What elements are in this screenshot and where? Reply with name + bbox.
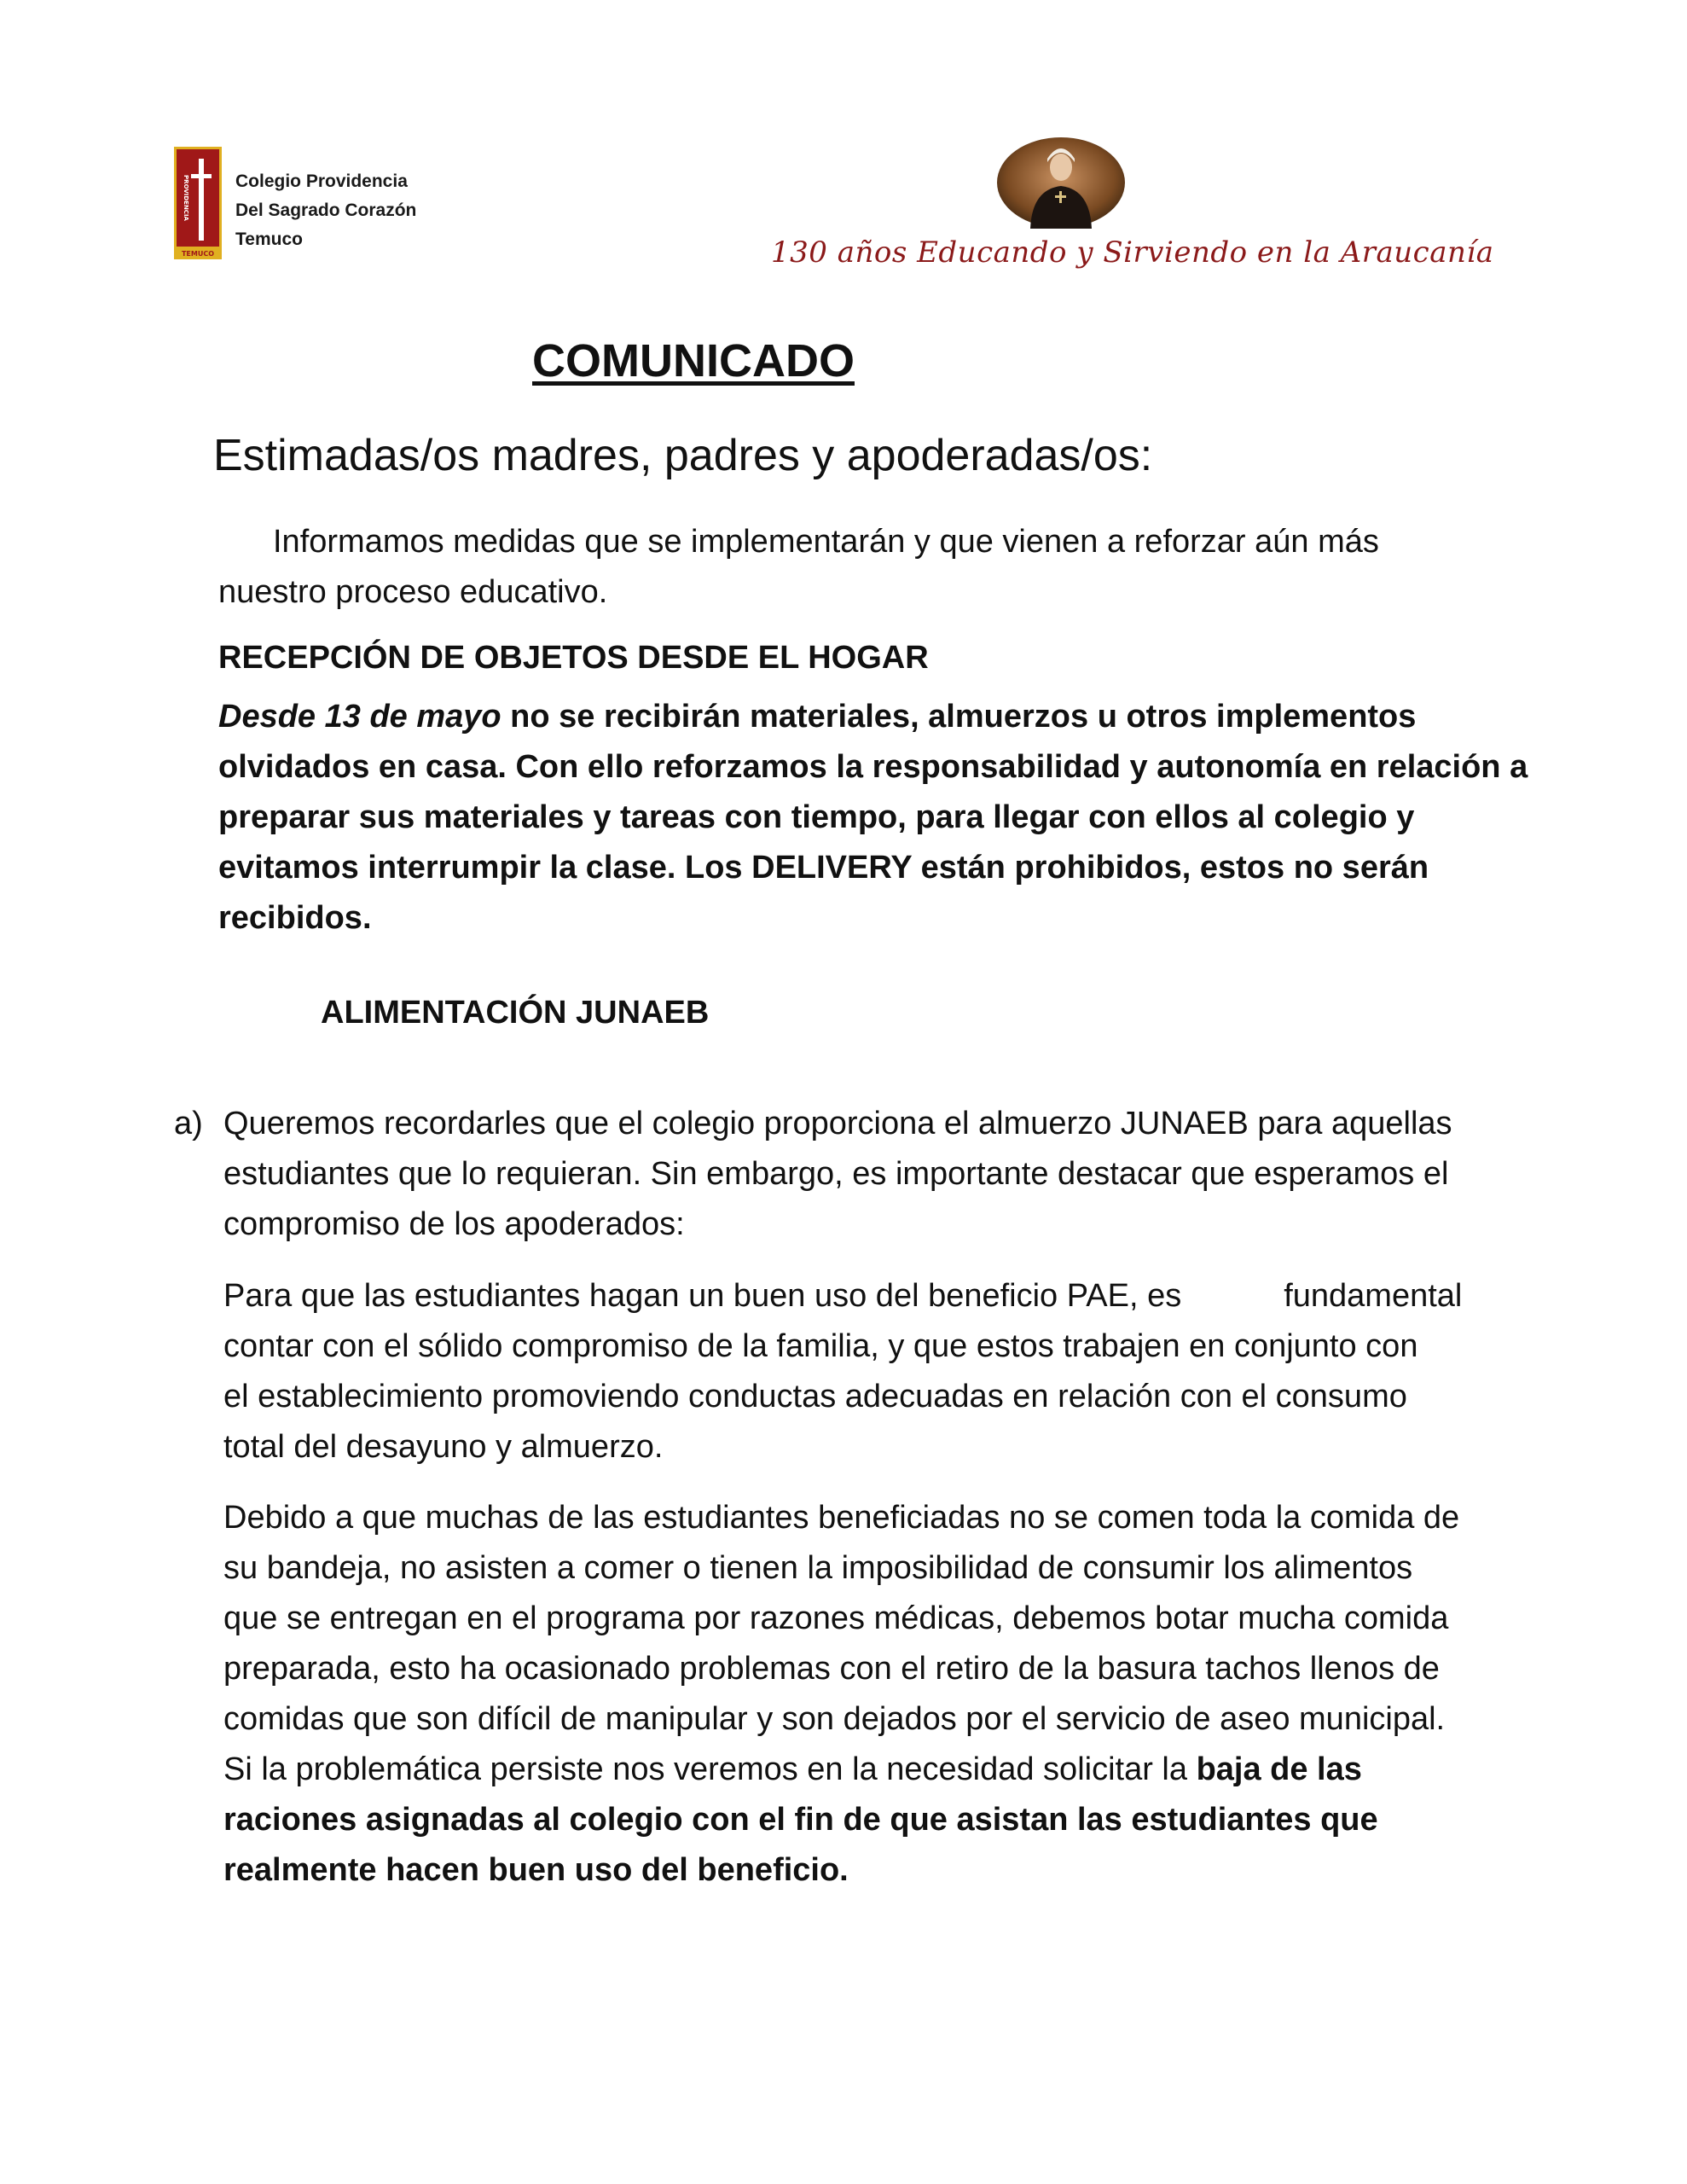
recepcion-date: Desde 13 de mayo bbox=[218, 699, 501, 735]
paragraph-pae bbox=[223, 1271, 1588, 1472]
paragraph-waste bbox=[223, 1493, 1588, 1896]
intro-paragraph bbox=[218, 517, 1498, 618]
logo-bottom-text: TEMUCO bbox=[181, 250, 215, 258]
waste-line-normal: Si la problemática persiste nos veremos en la necesidad solicitar la bbox=[223, 1751, 1197, 1787]
recepcion-line-rest: no se recibirán materiales, almuerzos u otros implementos bbox=[501, 699, 1417, 735]
item-line: Queremos recordarles que el colegio proporciona el almuerzo JUNAEB para aquellas bbox=[223, 1106, 1452, 1141]
section-heading-recepcion: RECEPCIÓN DE OBJETOS DESDE EL HOGAR bbox=[218, 640, 929, 676]
waste-line: preparada, esto ha ocasionado problemas con el retiro de la basura tachos llenos de bbox=[223, 1651, 1440, 1687]
pae-line bbox=[223, 1271, 1588, 1321]
greeting: Estimadas/os madres, padres y apoderadas/os: bbox=[213, 431, 1153, 480]
waste-line: que se entregan en el programa por razones médicas, debemos botar mucha comida bbox=[223, 1600, 1449, 1636]
waste-line: comidas que son difícil de manipular y son dejados por el servicio de aseo municipal. bbox=[223, 1701, 1446, 1737]
waste-line bbox=[223, 1745, 1588, 1795]
waste-bold-text: realmente hacen buen uso del beneficio. bbox=[223, 1852, 849, 1888]
section-body-recepcion bbox=[218, 692, 1566, 944]
logo-vertical-text: PROVIDENCIA bbox=[183, 175, 189, 221]
waste-bold-text: raciones asignadas al colegio con el fin de que asistan las estudiantes que bbox=[223, 1802, 1378, 1838]
recepcion-line: evitamos interrumpir la clase. Los DELIVERY están prohibidos, estos no serán bbox=[218, 850, 1429, 886]
list-item bbox=[223, 1099, 1588, 1250]
recepcion-line bbox=[218, 692, 1566, 742]
waste-line: Debido a que muchas de las estudiantes beneficiadas no se comen toda la comida de bbox=[223, 1500, 1460, 1536]
school-motto: 130 años Educando y Sirviendo en la Araucanía bbox=[771, 235, 1494, 270]
waste-line-bold: baja de las bbox=[1196, 1751, 1362, 1787]
pae-line: contar con el sólido compromiso de la familia, y que estos trabajen en conjunto con bbox=[223, 1328, 1418, 1364]
waste-line-emphasis bbox=[223, 1845, 1588, 1896]
pae-line: el establecimiento promoviendo conductas adecuadas en relación con el consumo bbox=[223, 1379, 1407, 1414]
pae-line-start: Para que las estudiantes hagan un buen uso del beneficio PAE, es bbox=[223, 1278, 1182, 1314]
intro-line: nuestro proceso educativo. bbox=[218, 574, 608, 610]
school-name-line: Colegio Providencia bbox=[235, 171, 408, 191]
intro-line: Informamos medidas que se implementarán y que vienen a reforzar aún más bbox=[273, 524, 1379, 560]
item-line: compromiso de los apoderados: bbox=[223, 1206, 685, 1242]
section-heading-junaeb: ALIMENTACIÓN JUNAEB bbox=[321, 995, 710, 1031]
school-name-line: Del Sagrado Corazón bbox=[235, 200, 417, 220]
recepcion-line: olvidados en casa. Con ello reforzamos la responsabilidad y autonomía en relación a bbox=[218, 749, 1528, 785]
school-name-line: Temuco bbox=[235, 229, 303, 249]
page-title: COMUNICADO bbox=[532, 335, 855, 386]
recepcion-line: recibidos. bbox=[218, 900, 372, 936]
pae-line: total del desayuno y almuerzo. bbox=[223, 1429, 664, 1465]
recepcion-line: preparar sus materiales y tareas con tiempo, para llegar con ellos al colegio y bbox=[218, 799, 1415, 835]
school-logo bbox=[174, 147, 222, 259]
pae-line-end: fundamental bbox=[1284, 1278, 1463, 1314]
school-name bbox=[235, 167, 416, 254]
waste-line-emphasis bbox=[223, 1795, 1588, 1845]
waste-line: su bandeja, no asisten a comer o tienen la imposibilidad de consumir los alimentos bbox=[223, 1550, 1413, 1586]
list-item-label: a) bbox=[174, 1106, 203, 1141]
founder-portrait bbox=[996, 136, 1126, 229]
item-line: estudiantes que lo requieran. Sin embargo, es importante destacar que esperamos el bbox=[223, 1156, 1449, 1192]
